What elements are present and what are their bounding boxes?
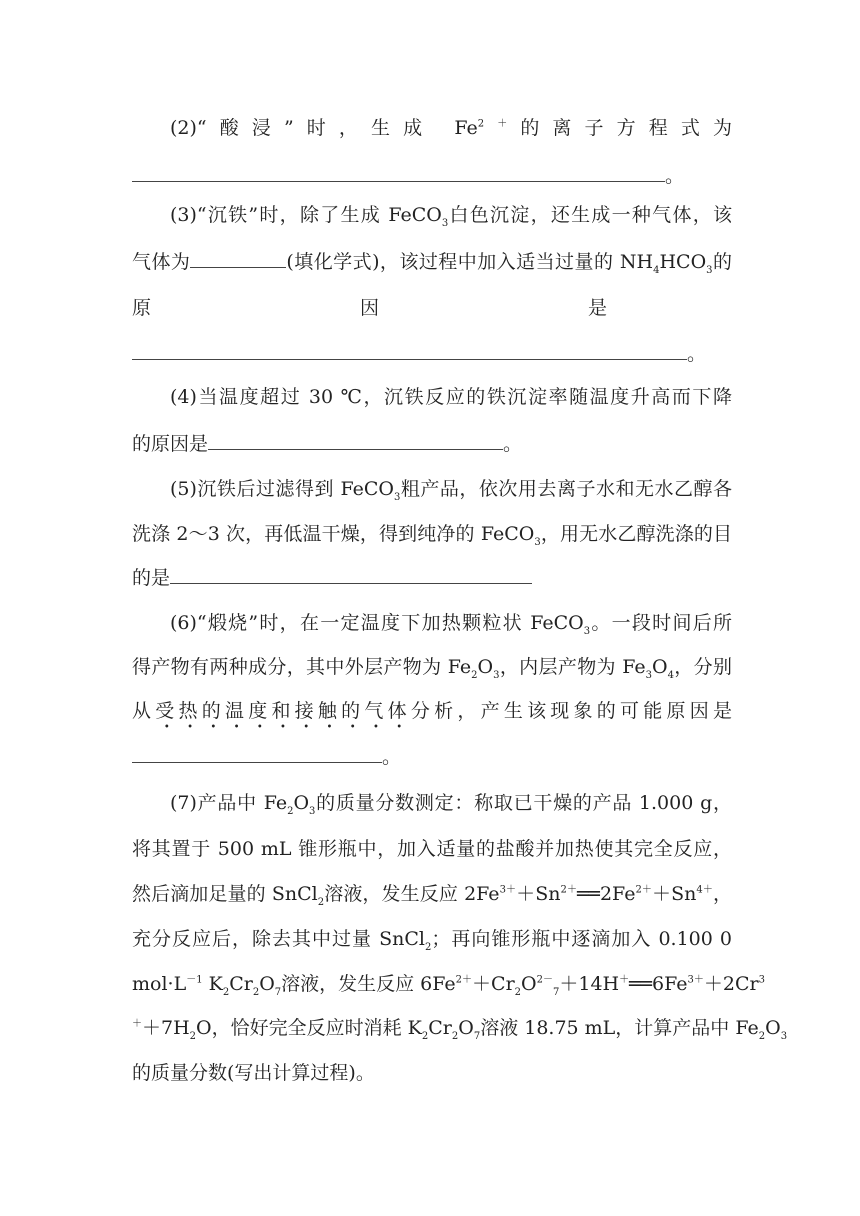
q7-l5s5: 7 bbox=[553, 986, 560, 998]
q7-l5p1: －1 bbox=[186, 974, 203, 986]
q7-l5p5: 3＋ bbox=[687, 974, 704, 986]
q6-l1b: 。一段时间后所 bbox=[590, 612, 732, 634]
q3-l2c: HCO bbox=[659, 251, 707, 273]
q7-l3a: 然后滴加足量的 SnCl bbox=[132, 883, 318, 905]
q2-answer-blank[interactable] bbox=[132, 165, 665, 182]
q7-l1a: (7)产品中 Fe bbox=[170, 792, 288, 814]
q7-l3b: 溶液，发生反应 2Fe bbox=[324, 883, 500, 905]
q4-l2a: 的原因是 bbox=[132, 433, 209, 455]
q6-l2b: O bbox=[477, 656, 494, 678]
q2-sup: 2＋ bbox=[477, 118, 521, 130]
q6-end: 。 bbox=[382, 746, 402, 768]
q7-l5p3: 2－ bbox=[536, 974, 553, 986]
q5-l1a: (5)沉铁后过滤得到 FeCO bbox=[170, 478, 395, 500]
q7-line-6 bbox=[132, 1016, 788, 1042]
q5-l1b: 粗产品，依次用去离子水和无水乙醇各 bbox=[400, 478, 732, 500]
q2-line-1 bbox=[170, 116, 732, 140]
q7-l5p4: ＋ bbox=[619, 974, 630, 986]
q6-l2e: ，分别 bbox=[673, 656, 732, 678]
q7-line-7: 的质量分数(写出计算过程)。 bbox=[132, 1062, 375, 1084]
q7-l3p3: 2＋ bbox=[635, 884, 653, 896]
q5-l2a: 洗涤 2～3 次，再低温干燥，得到纯净的 FeCO bbox=[132, 523, 535, 545]
q7-l6f: O bbox=[765, 1017, 781, 1039]
q7-l6e: 溶液 18.75 mL，计算产品中 Fe bbox=[480, 1017, 759, 1039]
q7-l6p1: ＋ bbox=[132, 1018, 142, 1030]
q6-l2d: O bbox=[652, 656, 668, 678]
q7-l1s2: 3 bbox=[309, 805, 316, 817]
q7-l3p2: 2＋ bbox=[560, 884, 578, 896]
q3-gas-blank[interactable] bbox=[190, 251, 286, 268]
q6-answer-blank[interactable] bbox=[132, 746, 382, 763]
q5-line-3 bbox=[132, 566, 732, 590]
q2-text-b: 的离子方程式为 bbox=[520, 117, 732, 139]
q7-l5e: 溶液，发生反应 6Fe bbox=[281, 973, 456, 995]
q7-line-1 bbox=[170, 791, 732, 815]
q7-l5s3: 7 bbox=[274, 986, 282, 998]
q7-l6d: O bbox=[458, 1017, 474, 1039]
q7-l5j: ＋2Cr bbox=[703, 973, 759, 995]
q7-l3f: ， bbox=[712, 883, 732, 905]
q6-l1sub: 3 bbox=[583, 625, 591, 637]
q7-l3p1: 3＋ bbox=[499, 884, 517, 896]
q7-l4s1: 2 bbox=[424, 941, 432, 953]
q4-line-2 bbox=[132, 432, 732, 456]
q3-l2sub2: 3 bbox=[706, 264, 713, 276]
q7-l6s6: 3 bbox=[780, 1030, 788, 1042]
q7-l6s5: 2 bbox=[758, 1030, 766, 1042]
q3-l2a: 气体为 bbox=[132, 251, 191, 273]
q5-answer-blank[interactable] bbox=[170, 567, 532, 584]
q7-l5h: ＋14H bbox=[559, 973, 620, 995]
q7-l5p6: 3 bbox=[758, 974, 765, 986]
q7-l5s4: 2 bbox=[514, 986, 522, 998]
q7-l5i: ══6Fe bbox=[629, 973, 688, 995]
q7-l4a: 充分反应后，除去其中过量 SnCl bbox=[132, 928, 425, 950]
q7-l6a: ＋7H bbox=[142, 1017, 190, 1039]
q3-l1sub: 3 bbox=[441, 217, 449, 229]
q6-l1a: (6)“煅烧”时，在一定温度下加热颗粒状 FeCO bbox=[170, 612, 584, 634]
q6-line-3 bbox=[132, 699, 732, 733]
q3-reason-blank[interactable] bbox=[132, 343, 687, 360]
q7-l5c: Cr bbox=[229, 973, 253, 995]
q3-l1b: 白色沉淀，还生成一种气体，该 bbox=[448, 204, 732, 226]
q6-l2s1: 2 bbox=[471, 669, 478, 681]
q6-l2a: 得产物有两种成分，其中外层产物为 Fe bbox=[132, 656, 472, 678]
q2-line-2 bbox=[132, 164, 732, 188]
q7-line-3 bbox=[132, 882, 732, 906]
q7-l5p2: 2＋ bbox=[455, 974, 473, 986]
q7-l3d: ══2Fe bbox=[577, 883, 636, 905]
q7-l5g: O bbox=[521, 973, 537, 995]
q7-l5d: O bbox=[259, 973, 275, 995]
q6-line-2 bbox=[132, 655, 732, 679]
q5-l3a: 的是 bbox=[132, 567, 171, 589]
q3-l2sub1: 4 bbox=[653, 264, 660, 276]
q7-l5b: K bbox=[202, 973, 223, 995]
q7-line-4 bbox=[132, 927, 732, 951]
q7-l5f: ＋Cr bbox=[472, 973, 515, 995]
q3-line-2 bbox=[132, 250, 732, 274]
q5-line-1 bbox=[170, 477, 732, 501]
q7-line-5 bbox=[132, 972, 765, 998]
q7-l4b: ；再向锥形瓶中逐滴加入 0.100 0 bbox=[431, 928, 732, 950]
q7-l3c: ＋Sn bbox=[516, 883, 561, 905]
q7-l6s2: 2 bbox=[421, 1030, 429, 1042]
q6-l2c: ，内层产物为 Fe bbox=[499, 656, 646, 678]
q6-line-4 bbox=[132, 745, 732, 769]
q6-l3a: 从 bbox=[132, 700, 156, 722]
q7-l6s4: 7 bbox=[473, 1030, 481, 1042]
q7-l1s1: 2 bbox=[287, 805, 294, 817]
q7-line-2: 将其置于 500 mL 锥形瓶中，加入适量的盐酸并加热使其完全反应， bbox=[132, 838, 732, 860]
q7-l3p4: 4＋ bbox=[696, 884, 713, 896]
q6-emphasis-text: 受热的温度和接触的气体 bbox=[155, 700, 411, 722]
q7-l5a: mol·L bbox=[132, 973, 187, 995]
q5-l1sub: 3 bbox=[394, 491, 401, 503]
q7-l5s2: 2 bbox=[252, 986, 260, 998]
q5-line-2 bbox=[132, 522, 732, 546]
q7-l6s3: 2 bbox=[451, 1030, 459, 1042]
q3-l2d: 的 bbox=[712, 251, 732, 273]
q4-end: 。 bbox=[503, 433, 523, 455]
q6-l2s2: 3 bbox=[493, 669, 500, 681]
q7-l3e: ＋Sn bbox=[652, 883, 697, 905]
q3-l2b: (填化学式)，该过程中加入适当过量的 NH bbox=[286, 251, 654, 273]
q7-l5s1: 2 bbox=[222, 986, 230, 998]
q7-l6c: Cr bbox=[428, 1017, 452, 1039]
q4-line-1: (4)当温度超过 30 ℃，沉铁反应的铁沉淀率随温度升高而下降 bbox=[170, 386, 732, 408]
q5-l2sub: 3 bbox=[534, 536, 541, 548]
q6-line-1 bbox=[170, 611, 732, 635]
q6-l2s3: 3 bbox=[645, 669, 653, 681]
q2-text-a: (2)“酸浸”时，生成 Fe bbox=[170, 117, 478, 139]
q7-l1b: O bbox=[293, 792, 310, 814]
q3-line-1 bbox=[170, 203, 732, 227]
q3-line-3: 原 因 是 bbox=[132, 297, 608, 319]
q7-l6s1: 2 bbox=[189, 1030, 197, 1042]
q5-l2b: ，用无水乙醇洗涤的目 bbox=[540, 523, 732, 545]
q7-l3s1: 2 bbox=[317, 896, 325, 908]
q7-l6b: O，恰好完全反应时消耗 K bbox=[196, 1017, 422, 1039]
q3-end: 。 bbox=[687, 343, 707, 365]
q3-line-4 bbox=[132, 342, 732, 366]
q2-end: 。 bbox=[665, 165, 685, 187]
q6-l3b: 分析，产生该现象的可能原因是 bbox=[410, 700, 732, 722]
q4-answer-blank[interactable] bbox=[208, 433, 503, 450]
q6-l2s4: 4 bbox=[667, 669, 674, 681]
q3-l1a: (3)“沉铁”时，除了生成 FeCO bbox=[170, 204, 442, 226]
q7-l1c: 的质量分数测定：称取已干燥的产品 1.000 g， bbox=[315, 792, 733, 814]
